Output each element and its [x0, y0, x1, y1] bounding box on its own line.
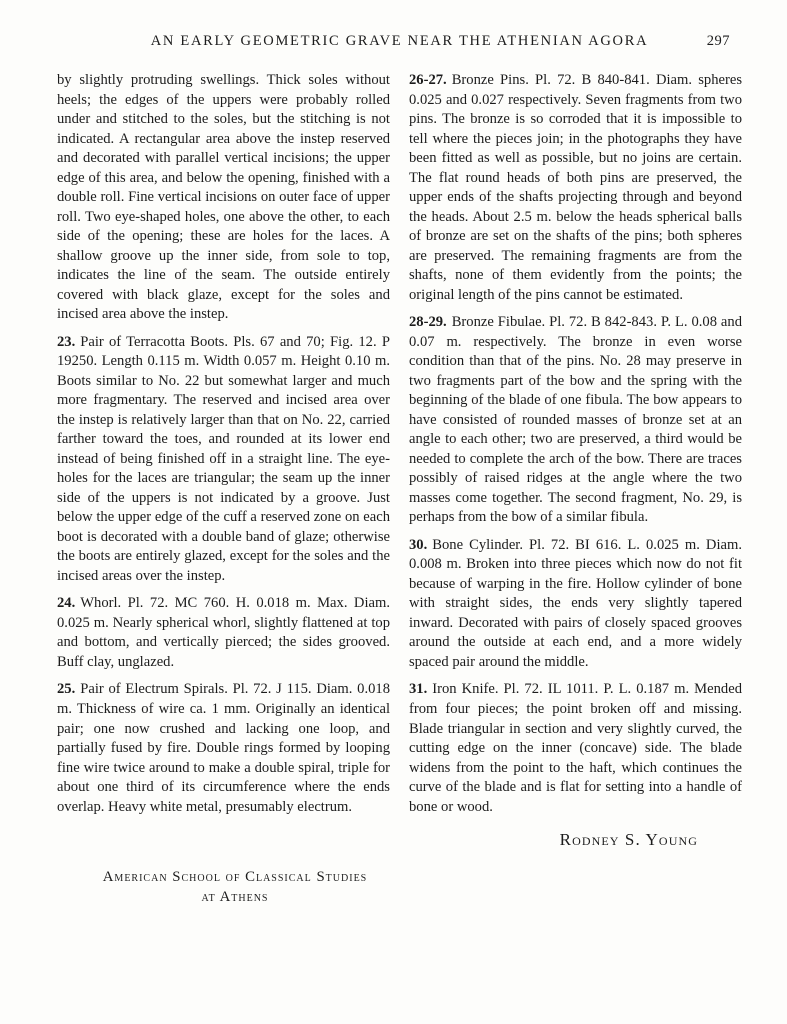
entry-number-23: 23. [57, 333, 76, 350]
entry-text-30: Bone Cylinder. Pl. 72. BI 616. L. 0.025 m. Diam. 0.008 m. Broken into three pieces which now do not fit because of warping in the fire. Hollow cylinder of bone with straight sides, the ends very slightly tapered inward. Decorated with pairs of closely spaced grooves around the outside at each end, and a more widely spaced pair around the middle. [409, 536, 742, 670]
institution-line-2: at Athens [201, 888, 269, 905]
entry-text-25: Pair of Electrum Spirals. Pl. 72. J 115. Diam. 0.018 m. Thickness of wire ca. 1 mm. Originally an identical pair; one now crushed and lacking one loop, and partially fused by fire. Double rings formed by looping fine wire twice around to make a double spiral, triple for about one third of its circumference where the ends overlap. Heavy white metal, presumably electrum. [57, 681, 390, 815]
institution-line-1: American School of Classical Studies [102, 868, 368, 885]
continuation-paragraph: by slightly protruding swellings. Thick soles without heels; the edges of the uppers were probably rolled under and stitched to the soles, but the stitching is not indicated. A rectangular area above the instep reserved and decorated with parallel vertical incisions; the upper edge of this area, and below the opening, finished with a double roll. Fine vertical incisions on outer face of upper roll. Two eye-shaped holes, one above the other, to each side of the opening; these are holes for the laces. A shallow groove up the inner side, from sole to top, indicates the line of the seam. The outside entirely covered with black glaze, except for the soles and incised area above the instep. [57, 72, 390, 323]
entry-number-24: 24. [57, 595, 76, 612]
entry-number-26-27: 26-27. [409, 72, 447, 88]
article-title: AN EARLY GEOMETRIC GRAVE NEAR THE ATHENIAN AGORA [150, 33, 649, 49]
page-number: 297 [706, 33, 730, 49]
two-column-body [57, 71, 742, 852]
entry-text-23: Pair of Terracotta Boots. Pls. 67 and 70; Fig. 12. P 19250. Length 0.115 m. Width 0.057 m. Height 0.10 m. Boots similar to No. 22 but somewhat larger and much more fragmentary. The reserved and incised area over the instep is relatively larger than that on No. 22, carried farther toward the toes, and rounded at its lower end instead of being finished off in a straight line. The eye-holes for the laces are triangular; the seam up the inner side of the uppers is not indicated by a groove. Just below the upper edge of the cuff a reserved zone on each boot is decorated with a double band of glaze; otherwise the boots are entirely glazed, except for the soles and the incised areas over the instep. [57, 333, 390, 584]
author-signature: Rodney S. Young [559, 830, 698, 850]
catalog-entry-24 [57, 594, 390, 672]
entry-text-28-29: Bronze Fibulae. Pl. 72. B 842-843. P. L. 0.08 and 0.07 m. respectively. The bronze in even worse condition than that of the pins. No. 28 may preserve in two fragments part of the bow and the spring with the beginning of the blade of one fibula. The bow appears to have consisted of rounded masses of bronze set at an angle to each other; two are preserved, a third would be needed to complete the arch of the bow. There are traces possibly of raised ridges at the angle where the two masses come together. The second fragment, No. 29, is perhaps from the bow of a similar fibula. [409, 314, 742, 526]
right-column [409, 71, 742, 852]
entry-text-24: Whorl. Pl. 72. MC 760. H. 0.018 m. Max. Diam. 0.025 m. Nearly spherical whorl, slightly flattened at top and bottom, and vertically pierced; the sides grooved. Buff clay, unglazed. [57, 595, 390, 670]
catalog-entry-26-27 [409, 71, 742, 305]
entry-number-28-29: 28-29. [409, 314, 447, 331]
catalog-entry-28-29 [409, 313, 742, 528]
entry-number-25: 25. [57, 681, 76, 698]
entry-text-31: Iron Knife. Pl. 72. IL 1011. P. L. 0.187 m. Mended from four pieces; the point broken off and missing. Blade triangular in section and very slightly curved, the cutting edge on the inner (concave) side. The blade widens from the point to the haft, which continues the curve of the blade and is flat for setting into a handle of bone or wood. [409, 681, 742, 815]
entry-number-31: 31. [409, 681, 428, 698]
catalog-entry-30 [409, 536, 742, 673]
left-column [57, 71, 390, 852]
catalog-entry-25 [57, 680, 390, 817]
entry-number-30: 30. [409, 536, 428, 553]
entry-text-26-27: Bronze Pins. Pl. 72. B 840-841. Diam. spheres 0.025 and 0.027 respectively. Seven fragments from two pins. The bronze is so corroded that it is impossible to tell where the pieces join; in the photographs they have been fitted as well as possible, but no joins are certain. The flat round heads of both pins are preserved, the upper ends of the shafts projecting through and beyond the heads. About 2.5 m. below the heads spherical balls of bronze are set on the shafts of the pins; both spheres are preserved. The remaining fragments are from the shafts, none of them evidently from the points; the original length of the pins cannot be estimated. [409, 72, 742, 303]
institution-footer [57, 868, 413, 908]
running-header [57, 33, 742, 53]
catalog-entry-23 [57, 333, 390, 587]
catalog-entry-31 [409, 680, 742, 817]
